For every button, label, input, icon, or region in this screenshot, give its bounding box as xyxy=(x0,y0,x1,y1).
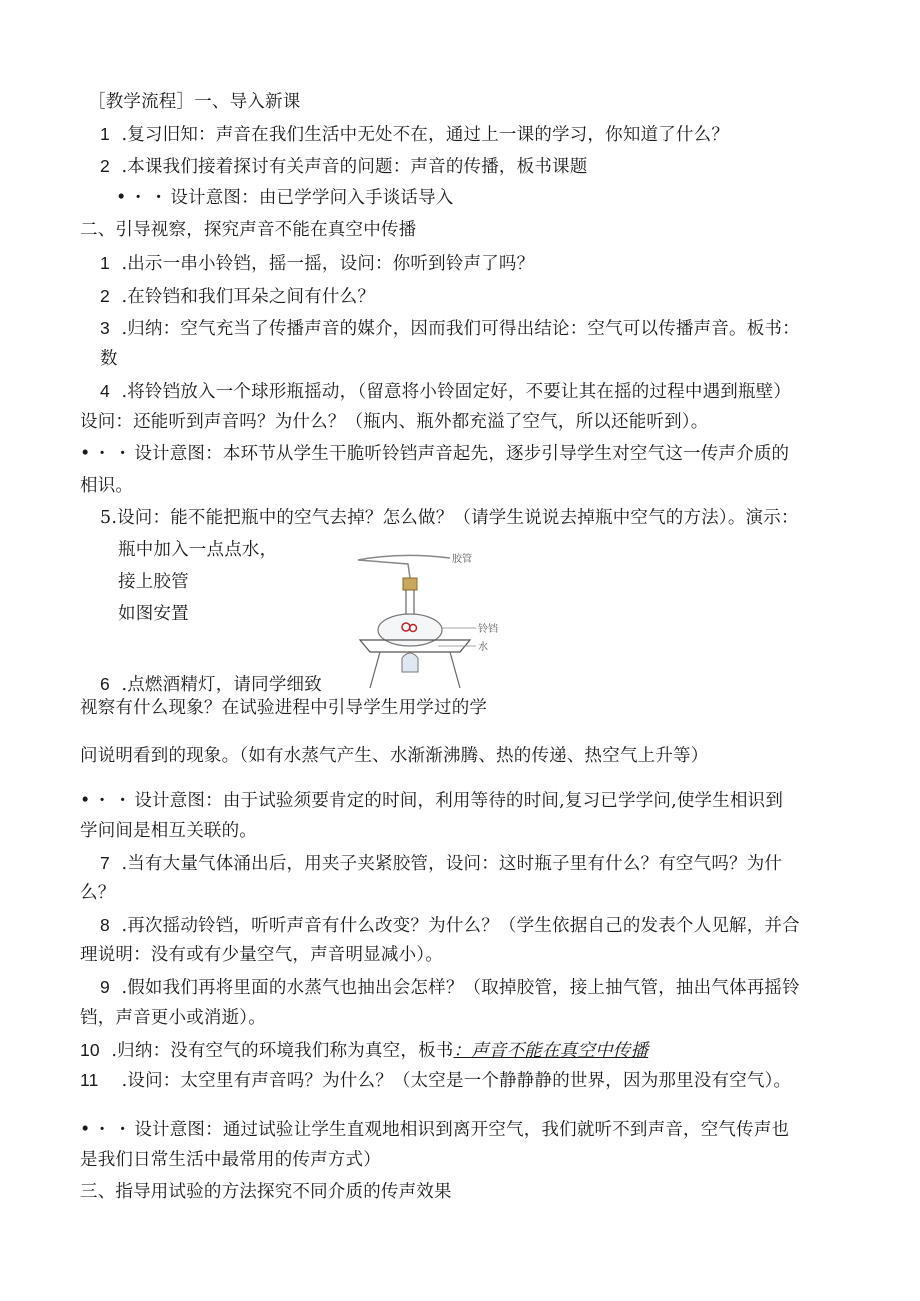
step-2-6-cont: 视察有什么现象？在试验进程中引导学生用学过的学 xyxy=(80,698,488,718)
intent-text: 设计意图：由已学学问入手谈话导入 xyxy=(170,188,454,208)
bullet-dots: •・・ xyxy=(116,188,171,208)
design-intent-3-cont: 学问间是相互关联的。 xyxy=(80,821,257,841)
step-2-2 xyxy=(100,284,375,309)
label-water: 水 xyxy=(478,642,488,653)
step-text: .再次摇动铃铛，听听声音有什么改变？为什么？（学生依据自己的发表个人见解，并合 xyxy=(121,916,800,936)
step-number: 10 xyxy=(80,1040,100,1060)
design-intent-1 xyxy=(116,186,454,210)
step-2-9 xyxy=(100,975,800,1000)
label-bell: 铃铛 xyxy=(478,624,498,635)
step-2-3 xyxy=(100,316,800,341)
step-2-6 xyxy=(100,672,322,697)
rubber-tube xyxy=(358,555,450,560)
bullet-dots: •・・ xyxy=(80,1120,135,1140)
step-2-10 xyxy=(80,1038,648,1063)
step-text: .在铃铛和我们耳朵之间有什么？ xyxy=(121,287,376,307)
design-intent-2 xyxy=(80,442,789,466)
step-number: 1 xyxy=(100,124,110,144)
step-number: 3 xyxy=(100,318,110,338)
step-text: .设问：太空里有声音吗？为什么？（太空是一个静静静的世界，因为那里没有空气）。 xyxy=(121,1071,792,1091)
demo-line-1: 瓶中加入一点点水， xyxy=(118,540,278,560)
step-number: 6 xyxy=(100,674,110,694)
step-number: 2 xyxy=(100,286,110,306)
step-1 xyxy=(100,122,729,147)
step-2-3-cont: 数 xyxy=(100,349,118,369)
step-2-1 xyxy=(100,251,534,276)
step-number: 2 xyxy=(100,156,110,176)
board-writing: ：声音不能在真空中传播 xyxy=(453,1041,649,1061)
step-text: .归纳：空气充当了传播声音的媒介，因而我们可得出结论：空气可以传播声音。板书： xyxy=(121,319,800,339)
experiment-diagram xyxy=(340,540,520,690)
design-intent-3 xyxy=(80,789,783,813)
step-number: 1 xyxy=(100,253,110,273)
step-2 xyxy=(100,154,587,179)
design-intent-2-cont: 相识。 xyxy=(80,476,134,496)
step-2-8-cont: 理说明：没有或有少量空气，声音明显减小）。 xyxy=(80,945,443,965)
step-text: .出示一串小铃铛，摇一摇，设问：你听到铃声了吗？ xyxy=(121,254,535,274)
stopper xyxy=(403,578,417,590)
step-text: .归纳：没有空气的环境我们称为真空，板书 xyxy=(111,1041,454,1061)
step-number: 4 xyxy=(100,381,110,401)
bullet-dots: •・・ xyxy=(80,791,135,811)
step-2-6-cont-2: 问说明看到的现象。（如有水蒸气产生、水渐渐沸腾、热的传递、热空气上升等） xyxy=(80,746,709,766)
demo-line-2: 接上胶管 xyxy=(118,572,189,592)
design-intent-4 xyxy=(80,1118,789,1142)
step-text: .将铃铛放入一个球形瓶摇动，（留意将小铃固定好，不要让其在摇的过程中遇到瓶壁） xyxy=(121,382,792,402)
step-number: 7 xyxy=(100,853,110,873)
step-2-7-cont: 么？ xyxy=(80,883,116,903)
section-heading-2: 二、引导视察，探究声音不能在真空中传播 xyxy=(80,220,417,240)
demo-line-3: 如图安置 xyxy=(118,604,189,624)
section-heading-3: 三、指导用试验的方法探究不同介质的传声效果 xyxy=(80,1182,452,1202)
step-text: .当有大量气体涌出后，用夹子夹紧胶管，设问：这时瓶子里有什么？有空气吗？为什 xyxy=(121,854,783,874)
step-text: .假如我们再将里面的水蒸气也抽出会怎样？（取掉胶管，接上抽气管，抽出气体再摇铃 xyxy=(121,978,800,998)
step-2-4 xyxy=(100,379,791,404)
design-intent-4-cont: 是我们日常生活中最常用的传声方式） xyxy=(80,1150,381,1170)
step-text: .复习旧知：声音在我们生活中无处不在，通过上一课的学习，你知道了什么？ xyxy=(121,125,730,145)
step-number: 9 xyxy=(100,977,110,997)
step-2-7 xyxy=(100,851,782,876)
step-text: .点燃酒精灯，请同学细致 xyxy=(121,675,322,695)
alcohol-lamp xyxy=(402,653,418,672)
bullet-dots: •・・ xyxy=(80,444,135,464)
step-number: 11 xyxy=(80,1070,99,1090)
step-2-9-cont: 铛，声音更小或消逝）。 xyxy=(80,1008,266,1028)
step-2-4-cont: 设问：还能听到声音吗？为什么？（瓶内、瓶外都充溢了空气，所以还能听到）。 xyxy=(80,412,709,432)
section-heading-1: ［教学流程］一、导入新课 xyxy=(88,92,301,112)
step-2-8 xyxy=(100,913,800,938)
label-tube: 胶管 xyxy=(452,554,472,565)
step-2-11 xyxy=(80,1068,791,1093)
step-text: .本课我们接着探讨有关声音的问题：声音的传播，板书课题 xyxy=(121,157,588,177)
intent-text: 设计意图：通过试验让学生直观地相识到离开空气，我们就听不到声音，空气传声也 xyxy=(134,1120,790,1140)
intent-text: 设计意图：由于试验须要肯定的时间，利用等待的时间,复习已学学问,使学生相识到 xyxy=(134,791,784,811)
intent-text: 设计意图：本环节从学生干脆听铃铛声音起先，逐步引导学生对空气这一传声介质的 xyxy=(134,444,790,464)
step-number: 8 xyxy=(100,915,110,935)
step-2-5: 5.设问：能不能把瓶中的空气去掉？怎么做？（请学生说说去掉瓶中空气的方法）。演示： xyxy=(100,508,799,528)
